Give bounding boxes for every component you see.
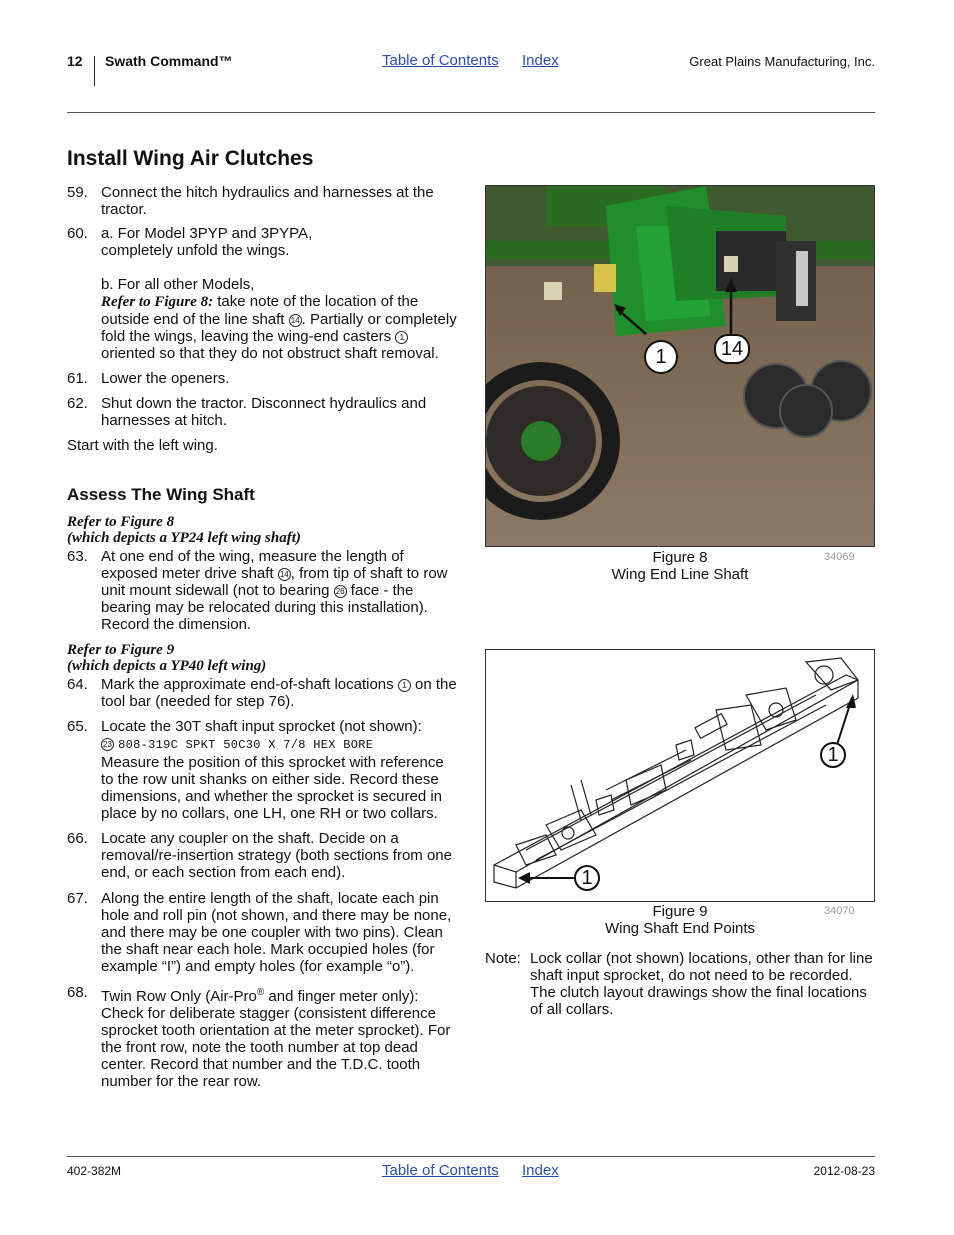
doc-date: 2012-08-23 [813, 1164, 875, 1178]
subsection-title: Assess The Wing Shaft [67, 485, 255, 504]
page-number: 12 [67, 53, 83, 69]
step-text: Along the entire length of the shaft, locate each pin hole and roll pin (not shown, and there may be none, and there may be one coupler with two pins). Clean the shaft near each hole. Mark occupied holes (for example “I”) and empty holes (for example “o”). [101, 890, 452, 975]
figure-reference: Refer to Figure 8: [101, 294, 214, 310]
step-66 [67, 830, 459, 881]
reference-line: (which depicts a YP24 left wing shaft) [67, 530, 301, 546]
note-block [485, 950, 875, 1018]
callout-ref: 1 [398, 679, 411, 692]
callout-1: 1 [644, 340, 678, 374]
header-rule [67, 112, 875, 113]
step-text: Mark the approximate end-of-shaft locations [101, 676, 398, 693]
step-65 [67, 718, 459, 822]
step-number: 66. [67, 830, 88, 847]
step-68 [67, 984, 459, 1090]
part-number: 808-319C SPKT 50C30 X 7/8 HEX BORE [118, 738, 374, 752]
step-text: Lower the openers. [101, 370, 230, 387]
step-63 [67, 548, 459, 633]
step-text: Connect the hitch hydraulics and harnesses at the tractor. [101, 184, 434, 218]
figure8-id: 34069 [824, 551, 855, 563]
step-62 [67, 395, 459, 429]
figure9-id: 34070 [824, 905, 855, 917]
step-number: 65. [67, 718, 88, 735]
reference-line: Refer to Figure 9 [67, 642, 175, 658]
callout-ref: 23 [101, 738, 114, 751]
callout-1-top: 1 [820, 742, 846, 768]
step-text: face - the bearing may be relocated during this installation). Record the dimension. [101, 582, 428, 633]
step-64 [67, 676, 459, 710]
note-text: Lock collar (not shown) locations, other than for line shaft input sprocket, do not need to be recorded. The clutch layout drawings show the final locations of all collars. [530, 950, 873, 1018]
doc-number: 402-382M [67, 1164, 122, 1178]
step-67 [67, 890, 459, 975]
footer-toc-link[interactable]: Table of Contents [382, 1162, 499, 1179]
figure9-drawing [485, 649, 875, 902]
figure-number: Figure 9 [652, 903, 708, 920]
reference-line: (which depicts a YP40 left wing) [67, 658, 267, 674]
step-text: Shut down the tractor. Disconnect hydraulics and harnesses at hitch. [101, 395, 427, 429]
callout-ref: 26 [334, 585, 347, 598]
footer-index-link[interactable]: Index [522, 1162, 559, 1179]
company-name: Great Plains Manufacturing, Inc. [689, 54, 875, 69]
step-60-instructions [101, 293, 459, 362]
step-number: 64. [67, 676, 88, 693]
step-text: At one end of the wing, measure the length of exposed meter drive shaft [101, 548, 404, 582]
toolbar-line-drawing [486, 650, 874, 901]
figure-title: Wing Shaft End Points [604, 920, 756, 937]
index-link[interactable]: Index [522, 52, 559, 69]
wing-end-photo-illustration [486, 186, 874, 546]
step-60 [67, 225, 459, 362]
step-text: , from tip of shaft to row unit mount sidewall (not to bearing [101, 565, 448, 599]
step-number: 61. [67, 370, 88, 387]
step-number: 68. [67, 984, 88, 1001]
step-text: Locate the 30T shaft input sprocket (not shown): [101, 718, 422, 735]
reference-line: Refer to Figure 8 [67, 514, 175, 530]
step-text: take note of the location of the outside end of the line shaft [101, 293, 419, 328]
figure9-caption [560, 903, 800, 937]
note-label: Note: [485, 950, 521, 967]
figure8-photo [485, 185, 875, 547]
steps-part-a [67, 184, 459, 454]
step-number: 62. [67, 395, 88, 412]
step-text: . Partially or completely fold the wings, leaving the wing-end casters [101, 311, 457, 345]
callout-ref: 14 [278, 568, 291, 581]
callout-ref: 1 [395, 331, 408, 344]
figure8-reference [67, 514, 459, 546]
header-divider [94, 56, 95, 86]
figure-number: Figure 8 [652, 549, 708, 566]
steps-part-b [67, 514, 459, 1090]
footer-rule [67, 1156, 875, 1157]
step-text: Measure the position of this sprocket with reference to the row unit shanks on either side. Record these dimensions, and whether the sprocket is secured in place by no collars, one LH, one RH or two collars. [101, 754, 444, 822]
step-text: on the tool bar (needed for step 76). [101, 676, 457, 710]
step-text-a: a. For Model 3PYP and 3PYPA, completely unfold the wings. [101, 225, 313, 259]
step-text: Locate any coupler on the shaft. Decide on a removal/re-insertion strategy (both sections from one end, or each section from each end). [101, 830, 452, 881]
step-text: and finger meter only): Check for deliberate stagger (consistent difference sprocket tooth orientation at the meter sprocket). For the front row, note the tooth number at top dead center. Record that number and the T.D.C. tooth number for the rear row. [101, 988, 451, 1090]
step-text-b: b. For all other Models, [101, 276, 255, 293]
step-number: 63. [67, 548, 88, 565]
toc-link[interactable]: Table of Contents [382, 52, 499, 69]
step-61 [67, 370, 459, 387]
step-number: 60. [67, 225, 88, 242]
step-text: Twin Row Only (Air-Pro [101, 988, 257, 1005]
product-name: Swath Command™ [105, 53, 233, 69]
callout-14: 14 [714, 334, 750, 364]
section-title: Install Wing Air Clutches [67, 147, 314, 170]
step-number: 67. [67, 890, 88, 907]
figure-title: Wing End Line Shaft [611, 566, 749, 583]
step-text: oriented so that they do not obstruct shaft removal. [101, 345, 439, 362]
callout-ref: 14 [289, 314, 302, 327]
part-line [101, 735, 459, 754]
callout-1-bottom: 1 [574, 865, 600, 891]
step-59 [67, 184, 459, 218]
figure9-reference [67, 642, 459, 674]
registered-mark: ® [256, 987, 265, 998]
figure8-caption [560, 549, 800, 583]
start-left-wing: Start with the left wing. [67, 437, 218, 454]
step-number: 59. [67, 184, 88, 201]
